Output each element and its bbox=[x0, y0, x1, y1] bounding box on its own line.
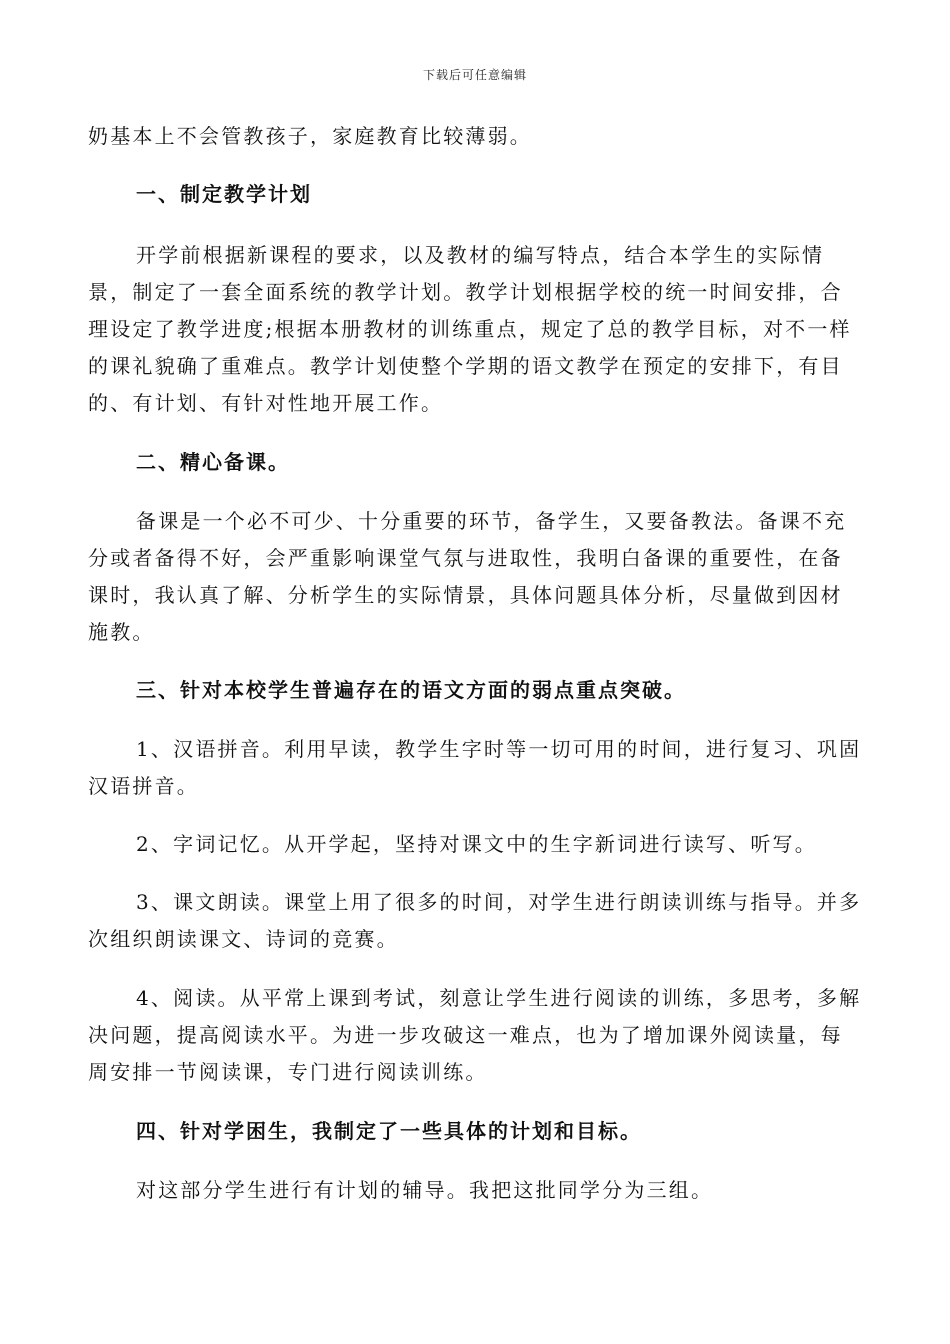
paragraph-item-4: 4、阅读。从平常上课到考试，刻意让学生进行阅读的训练，多思考，多解决问题，提高阅读水平。为进一步攻破这一难点，也为了增加课外阅读量，每周安排一节阅读课，专门进行阅读训练。 bbox=[88, 986, 862, 1084]
paragraph-tutoring: 对这部分学生进行有计划的辅导。我把这批同学分为三组。 bbox=[136, 1178, 714, 1202]
section-heading-4: 四、针对学困生，我制定了一些具体的计划和目标。 bbox=[136, 1119, 642, 1143]
section-heading-3: 三、针对本校学生普遍存在的语文方面的弱点重点突破。 bbox=[136, 678, 686, 702]
section-heading-1: 一、制定教学计划 bbox=[136, 182, 312, 206]
paragraph-item-2: 2、字词记忆。从开学起，坚持对课文中的生字新词进行读写、听写。 bbox=[136, 832, 817, 856]
paragraph-continuation: 奶基本上不会管教孩子，家庭教育比较薄弱。 bbox=[88, 124, 532, 148]
page-header-note: 下载后可任意编辑 bbox=[422, 68, 527, 82]
paragraph-item-1: 1、汉语拼音。利用早读，教学生字时等一切可用的时间，进行复习、巩固汉语拼音。 bbox=[88, 737, 862, 798]
paragraph-item-3: 3、课文朗读。课堂上用了很多的时间，对学生进行朗读训练与指导。并多次组织朗读课文、诗词的竞赛。 bbox=[88, 890, 862, 951]
paragraph-teaching-plan: 开学前根据新课程的要求，以及教材的编写特点，结合本学生的实际情景，制定了一套全面系统的教学计划。教学计划根据学校的统一时间安排，合理设定了教学进度;根据本册教材的训练重点，规定了总的教学目标，对不一样的课礼貌确了重难点。教学计划使整个学期的语文教学在预定的安排下，有目的、有计划、有针对性地开展工作。 bbox=[88, 243, 852, 415]
paragraph-lesson-prep: 备课是一个必不可少、十分重要的环节，备学生，又要备教法。备课不充分或者备得不好，会严重影响课堂气氛与进取性，我明白备课的重要性，在备课时，我认真了解、分析学生的实际情景，具体问题具体分析，尽量做到因材施教。 bbox=[88, 509, 847, 644]
section-heading-2: 二、精心备课。 bbox=[136, 450, 290, 474]
